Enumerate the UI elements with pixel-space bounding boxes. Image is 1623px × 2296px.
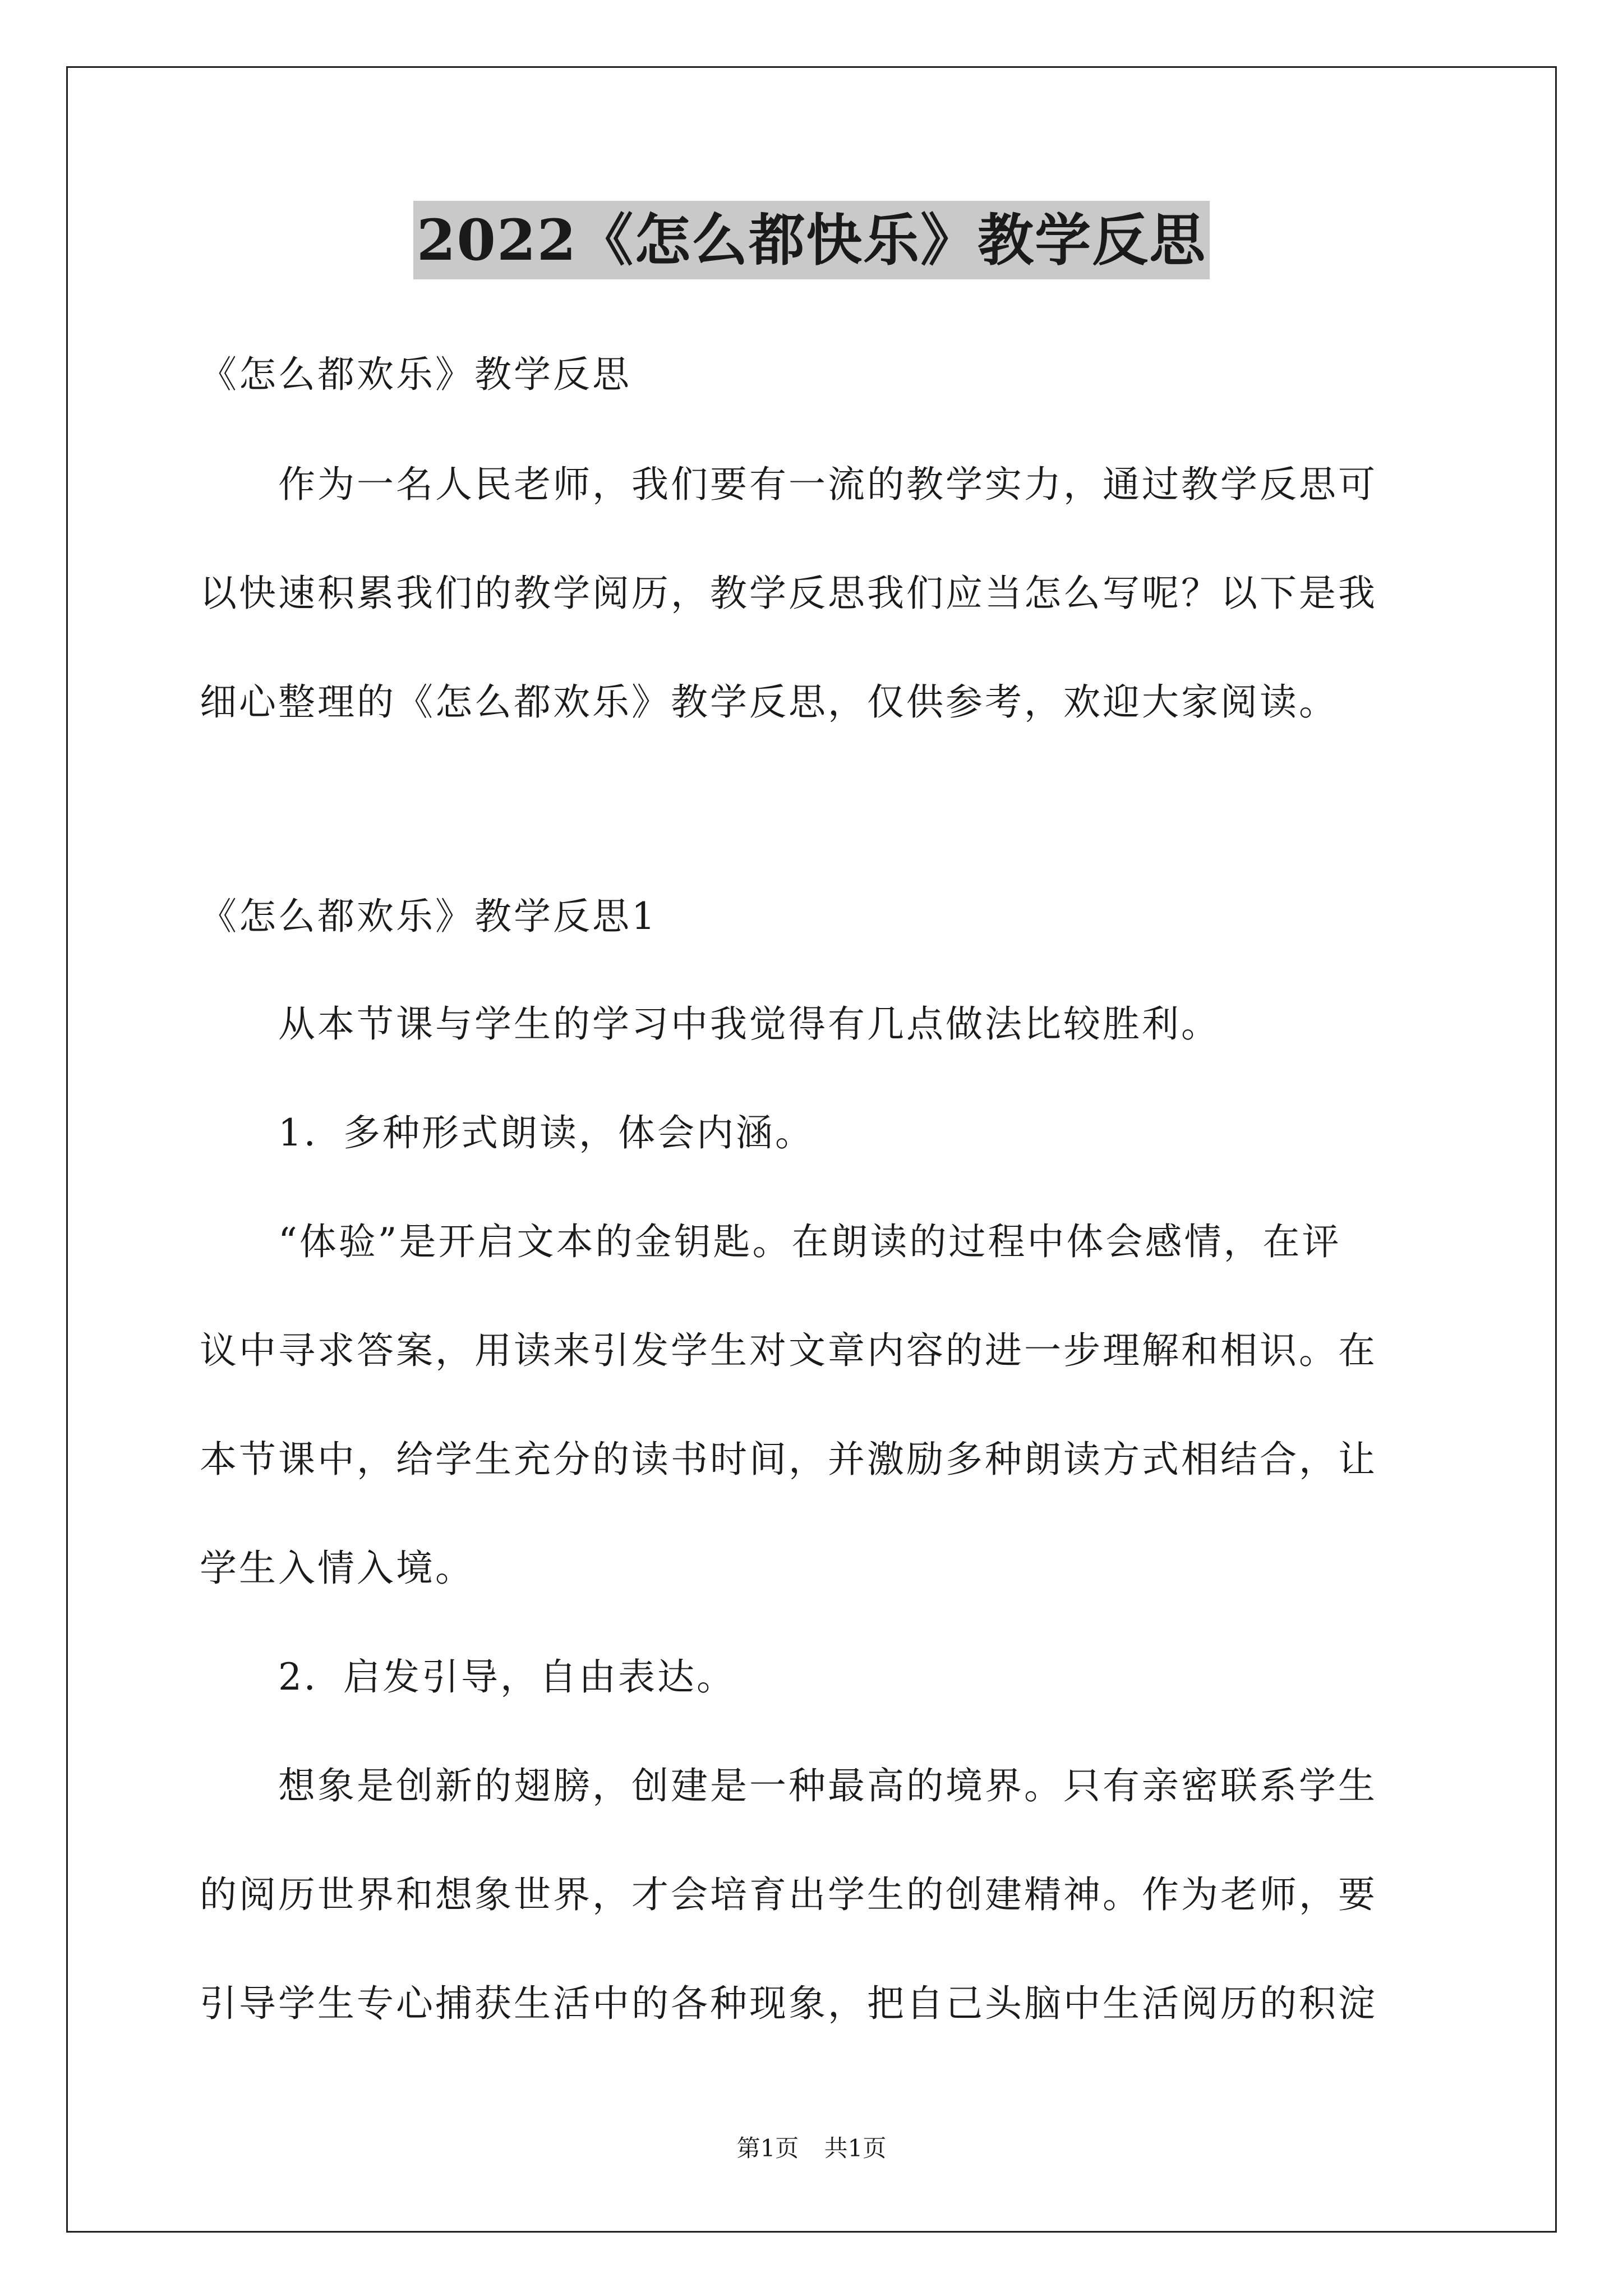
paragraph-line: 想象是创新的翅膀，创建是一种最高的境界。只有亲密联系学生 <box>200 1764 1377 1807</box>
page-footer <box>0 2132 1623 2165</box>
paragraph-line: 议中寻求答案，用读来引发学生对文章内容的进一步理解和相识。在 <box>200 1329 1377 1372</box>
paragraph-line: 细心整理的《怎么都欢乐》教学反思，仅供参考，欢迎大家阅读。 <box>200 680 1338 724</box>
paragraph-line: 引导学生专心捕获生活中的各种现象，把自己头脑中生活阅历的积淀 <box>200 1982 1377 2025</box>
paragraph-line: 从本节课与学生的学习中我觉得有几点做法比较胜利。 <box>200 1002 1220 1046</box>
paragraph-line: 以快速积累我们的教学阅历，教学反思我们应当怎么写呢？以下是我 <box>200 572 1377 615</box>
paragraph-line: 作为一名人民老师，我们要有一流的教学实力，通过教学反思可 <box>200 463 1377 506</box>
paragraph-line: 1．多种形式朗读，体会内涵。 <box>200 1111 814 1154</box>
section-heading: 《怎么都欢乐》教学反思 <box>200 353 631 396</box>
page-number: 第1页 <box>736 2134 799 2162</box>
paragraph-line: 的阅历世界和想象世界，才会培育出学生的创建精神。作为老师，要 <box>200 1873 1377 1916</box>
section-heading: 《怎么都欢乐》教学反思1 <box>200 895 657 938</box>
paragraph-line: 2．启发引导，自由表达。 <box>200 1655 736 1699</box>
paragraph-line: 本节课中，给学生充分的读书时间，并激励多种朗读方式相结合，让 <box>200 1438 1377 1481</box>
paragraph-line: 学生入情入境。 <box>200 1547 474 1590</box>
page-total: 共1页 <box>824 2134 887 2162</box>
title-area <box>0 201 1623 279</box>
paragraph-line: “体验”是开启文本的金钥匙。在朗读的过程中体会感情，在评 <box>200 1220 1341 1263</box>
document-title: 2022《怎么都快乐》教学反思 <box>413 201 1210 279</box>
